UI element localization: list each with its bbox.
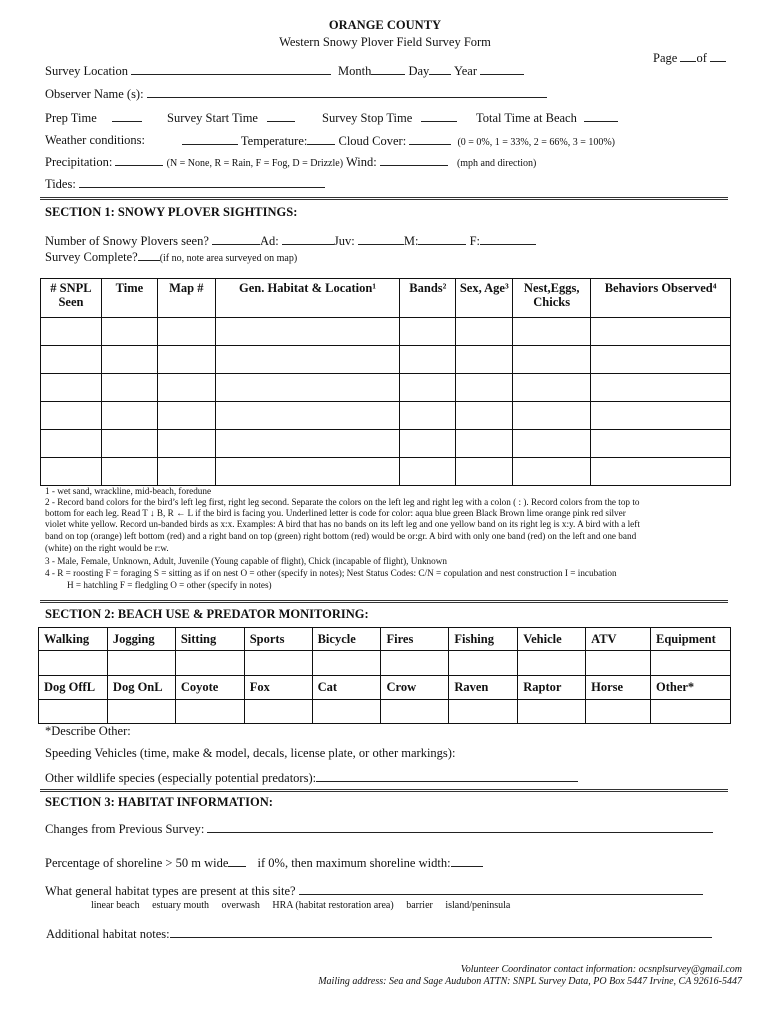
cell[interactable]: [41, 430, 102, 458]
count-cell[interactable]: [107, 700, 175, 724]
max-width-label: if 0%, then maximum shoreline width:: [257, 856, 451, 870]
sightings-row: [41, 318, 731, 346]
count-cell[interactable]: [39, 700, 108, 724]
survey-complete-field[interactable]: [138, 249, 160, 261]
survey-start: [167, 110, 295, 126]
footnote-2: 2 - Record band colors for the bird’s left leg first, right leg second. Separate the colors on the left leg and right leg with a colon ( : ). Record colors from the top to: [45, 497, 640, 507]
cell[interactable]: [215, 318, 400, 346]
count-cell[interactable]: [175, 651, 244, 676]
month-field[interactable]: [371, 63, 405, 75]
count-cell[interactable]: [107, 651, 175, 676]
footnote-2d: band on top (orange) left bottom (red) and a right band on top (green) right bottom (red) would be or:gr. A bird with only one band (red) on the left and one band: [45, 531, 637, 541]
sightings-row: [41, 430, 731, 458]
counts-row: [45, 233, 536, 249]
sightings-row: [41, 346, 731, 374]
footnote-2c: violet white yellow. Record un-banded birds as x:x. Examples: A bird that has no bands on its left leg and one yellow band on its right leg is x:y. A bird with a left: [45, 519, 640, 529]
mailing-address: Mailing address: Sea and Sage Audubon ATTN: SNPL Survey Data, PO Box 5447 Irvine, CA 92616-5447: [318, 976, 742, 987]
col-map: Map #: [157, 279, 215, 318]
footnote-4: 4 - R = roosting F = foraging S = sitting as if on nest O = other (specify in notes); Nest Status Codes: C/N = copulation and nest construction I = incubation: [45, 568, 617, 578]
cell[interactable]: [513, 346, 591, 374]
cell[interactable]: [456, 402, 513, 430]
section2-title: SECTION 2: BEACH USE & PREDATOR MONITORING:: [45, 607, 369, 621]
cell[interactable]: [591, 346, 731, 374]
count-cell[interactable]: [312, 651, 381, 676]
cell[interactable]: [215, 402, 400, 430]
cell[interactable]: [157, 402, 215, 430]
count-cell[interactable]: [39, 651, 108, 676]
predator-labels-row: [39, 676, 731, 700]
wind-label: Wind:: [345, 155, 377, 169]
label-crow: Crow: [381, 676, 449, 700]
observer-label: Observer Name (s):: [45, 87, 144, 101]
count-cell[interactable]: [586, 700, 651, 724]
survey-location-label: Survey Location: [45, 64, 128, 78]
page-label: Page: [653, 51, 678, 65]
survey-stop-field[interactable]: [421, 110, 457, 122]
page-of-label: of: [696, 51, 707, 65]
predator-counts-row: [39, 700, 731, 724]
changes-label: Changes from Previous Survey:: [45, 822, 205, 836]
label-dog-on-leash: Dog OnL: [107, 676, 175, 700]
label-cat: Cat: [312, 676, 381, 700]
col-time: Time: [101, 279, 157, 318]
section-divider: [40, 197, 728, 200]
cell[interactable]: [400, 318, 456, 346]
cell[interactable]: [591, 458, 731, 486]
label-dog-off-leash: Dog OffL: [39, 676, 108, 700]
activity-counts-row: [39, 651, 731, 676]
juv-field[interactable]: [358, 233, 404, 245]
changes-field[interactable]: [207, 821, 713, 833]
total-time: [476, 110, 618, 126]
cell[interactable]: [101, 346, 157, 374]
survey-stop: [322, 110, 457, 126]
num-seen-field[interactable]: [212, 233, 260, 245]
col-bands: Bands²: [400, 279, 456, 318]
cell[interactable]: [41, 402, 102, 430]
cell[interactable]: [591, 430, 731, 458]
page-number: [653, 50, 726, 66]
survey-complete-note: (if no, note area surveyed on map): [159, 253, 298, 264]
survey-complete-row: [45, 249, 297, 265]
cell[interactable]: [41, 458, 102, 486]
juv-label: Juv:: [333, 234, 355, 248]
tides-field[interactable]: [79, 176, 325, 188]
habitat-estuary-mouth[interactable]: estuary mouth: [152, 900, 210, 911]
weather-label: Weather conditions:: [45, 133, 146, 147]
precip-field[interactable]: [115, 154, 163, 166]
cell[interactable]: [513, 430, 591, 458]
label-raven: Raven: [449, 676, 518, 700]
col-behaviors: Behaviors Observed⁴: [591, 279, 731, 318]
cell[interactable]: [591, 374, 731, 402]
form-title: Western Snowy Plover Field Survey Form: [279, 35, 491, 49]
section3-title: SECTION 3: HABITAT INFORMATION:: [45, 795, 273, 809]
cell[interactable]: [400, 374, 456, 402]
col-snpl-seen: # SNPL Seen: [41, 279, 102, 318]
sightings-row: [41, 374, 731, 402]
habitat-linear-beach[interactable]: linear beach: [91, 900, 140, 911]
sightings-row: [41, 458, 731, 486]
temperature-field[interactable]: [307, 133, 335, 145]
sightings-table: [40, 278, 731, 486]
coordinator-contact: Volunteer Coordinator contact information: ocsnplsurvey@gmail.com: [460, 964, 742, 975]
count-cell[interactable]: [381, 700, 449, 724]
day-label: Day: [408, 64, 430, 78]
count-cell[interactable]: [518, 700, 586, 724]
label-walking: Walking: [39, 628, 108, 651]
cell[interactable]: [157, 458, 215, 486]
wind-key: (mph and direction): [456, 158, 537, 169]
tides-row: [45, 176, 325, 192]
sightings-row: [41, 402, 731, 430]
cloud-cover-label: Cloud Cover:: [338, 134, 407, 148]
label-vehicle: Vehicle: [518, 628, 586, 651]
count-cell[interactable]: [244, 651, 312, 676]
survey-start-label: Survey Start Time: [167, 111, 258, 125]
cell[interactable]: [101, 318, 157, 346]
label-raptor: Raptor: [518, 676, 586, 700]
activity-labels-row: [39, 628, 731, 651]
cell[interactable]: [215, 458, 400, 486]
habitat-barrier[interactable]: barrier: [406, 900, 433, 911]
additional-notes-field[interactable]: [170, 926, 712, 938]
day-field[interactable]: [429, 63, 451, 75]
sightings-header-row: [41, 279, 731, 318]
section-divider: [40, 600, 728, 603]
weather-field[interactable]: [182, 133, 238, 145]
cell[interactable]: [41, 374, 102, 402]
cloud-key: (0 = 0%, 1 = 33%, 2 = 66%, 3 = 100%): [457, 137, 615, 148]
cell[interactable]: [215, 430, 400, 458]
label-sitting: Sitting: [175, 628, 244, 651]
cell[interactable]: [513, 458, 591, 486]
col-habitat: Gen. Habitat & Location¹: [215, 279, 400, 318]
precip-key: (N = None, R = Rain, F = Fog, D = Drizzle): [166, 158, 344, 169]
changes-row: [45, 821, 713, 837]
habitat-types-field[interactable]: [299, 883, 703, 895]
habitat-types-label: What general habitat types are present at this site?: [45, 884, 296, 898]
habitat-types-row: [45, 883, 703, 899]
survey-location-field[interactable]: [131, 63, 331, 75]
other-wildlife-row: [45, 770, 578, 786]
prep-time: [45, 110, 142, 126]
label-fires: Fires: [381, 628, 449, 651]
precip-row: [45, 154, 536, 170]
cell[interactable]: [456, 458, 513, 486]
count-cell[interactable]: [449, 651, 518, 676]
other-wildlife-label: Other wildlife species (especially potential predators):: [45, 771, 317, 785]
precip-label: Precipitation:: [45, 155, 113, 169]
cell[interactable]: [101, 458, 157, 486]
temperature-label: Temperature:: [240, 134, 308, 148]
cloud-cover-field[interactable]: [409, 133, 451, 145]
count-cell[interactable]: [175, 700, 244, 724]
col-sex-age: Sex, Age³: [456, 279, 513, 318]
habitat-options: [91, 900, 510, 911]
count-cell[interactable]: [586, 651, 651, 676]
percentage-row: [45, 855, 483, 871]
ad-field[interactable]: [282, 233, 334, 245]
cell[interactable]: [41, 346, 102, 374]
year-field[interactable]: [480, 63, 524, 75]
county-title: ORANGE COUNTY: [328, 18, 442, 32]
tides-label: Tides:: [45, 177, 76, 191]
label-bicycle: Bicycle: [312, 628, 381, 651]
other-wildlife-field[interactable]: [316, 770, 578, 782]
label-fox: Fox: [244, 676, 312, 700]
survey-start-field[interactable]: [267, 110, 295, 122]
cell[interactable]: [215, 374, 400, 402]
count-cell[interactable]: [651, 651, 731, 676]
cell[interactable]: [41, 318, 102, 346]
label-equipment: Equipment: [651, 628, 731, 651]
year-label: Year: [453, 64, 478, 78]
cell[interactable]: [400, 346, 456, 374]
survey-complete-label: Survey Complete?: [45, 250, 138, 264]
habitat-hra[interactable]: HRA (habitat restoration area): [272, 900, 394, 911]
label-horse: Horse: [586, 676, 651, 700]
additional-notes-label: Additional habitat notes:: [46, 927, 170, 941]
cell[interactable]: [591, 318, 731, 346]
cell[interactable]: [101, 402, 157, 430]
percentage-label: Percentage of shoreline > 50 m wide: [45, 856, 229, 870]
observer-row: [45, 86, 547, 102]
count-cell[interactable]: [518, 651, 586, 676]
cell[interactable]: [101, 430, 157, 458]
month-label: Month: [338, 64, 372, 78]
describe-other-label[interactable]: *Describe Other:: [45, 724, 131, 738]
habitat-overwash[interactable]: overwash: [221, 900, 260, 911]
footnote-1: 1 - wet sand, wrackline, mid-beach, foredune: [45, 486, 212, 496]
ad-label: Ad:: [260, 234, 279, 248]
footnote-2e: (white) on the right would be r:w.: [45, 543, 169, 553]
num-seen-label: Number of Snowy Plovers seen?: [45, 234, 209, 248]
cell[interactable]: [513, 402, 591, 430]
page-current-field[interactable]: [680, 50, 696, 62]
col-nest: Nest,Eggs, Chicks: [513, 279, 591, 318]
cell[interactable]: [157, 318, 215, 346]
cell[interactable]: [456, 374, 513, 402]
count-cell[interactable]: [381, 651, 449, 676]
speeding-vehicles-label[interactable]: Speeding Vehicles (time, make & model, decals, license plate, or other markings):: [45, 746, 456, 760]
total-time-field[interactable]: [584, 110, 618, 122]
cell[interactable]: [456, 346, 513, 374]
total-time-label: Total Time at Beach: [476, 111, 577, 125]
cell[interactable]: [157, 430, 215, 458]
cell[interactable]: [513, 374, 591, 402]
habitat-island-peninsula[interactable]: island/peninsula: [445, 900, 511, 911]
cell[interactable]: [456, 318, 513, 346]
wind-field[interactable]: [380, 154, 448, 166]
weather-row: [182, 133, 615, 149]
label-coyote: Coyote: [175, 676, 244, 700]
prep-time-field[interactable]: [112, 110, 142, 122]
cell[interactable]: [157, 346, 215, 374]
date-row: [338, 63, 524, 79]
max-width-field[interactable]: [451, 855, 483, 867]
cell[interactable]: [101, 374, 157, 402]
footnote-4b: H = hatchling F = fledgling O = other (specify in notes): [67, 580, 272, 590]
cell[interactable]: [400, 430, 456, 458]
cell[interactable]: [400, 458, 456, 486]
prep-time-label: Prep Time: [45, 111, 97, 125]
cell[interactable]: [591, 402, 731, 430]
label-other: Other*: [651, 676, 731, 700]
label-fishing: Fishing: [449, 628, 518, 651]
cell[interactable]: [157, 374, 215, 402]
count-cell[interactable]: [244, 700, 312, 724]
page-total-field[interactable]: [710, 50, 726, 62]
f-label: F:: [469, 234, 480, 248]
beach-use-table: [38, 627, 731, 724]
label-sports: Sports: [244, 628, 312, 651]
m-field[interactable]: [418, 233, 466, 245]
cell[interactable]: [400, 402, 456, 430]
cell[interactable]: [456, 430, 513, 458]
cell[interactable]: [513, 318, 591, 346]
cell[interactable]: [215, 346, 400, 374]
section-divider: [40, 789, 728, 792]
additional-notes-row: [46, 926, 712, 942]
count-cell[interactable]: [449, 700, 518, 724]
survey-location-row: [45, 63, 331, 79]
section1-title: SECTION 1: SNOWY PLOVER SIGHTINGS:: [45, 205, 298, 219]
label-jogging: Jogging: [107, 628, 175, 651]
f-field[interactable]: [480, 233, 536, 245]
m-label: M:: [403, 234, 419, 248]
label-atv: ATV: [586, 628, 651, 651]
survey-stop-label: Survey Stop Time: [322, 111, 413, 125]
footnote-2b: bottom for each leg. Read T ↓ B, R ← L if the bird is facing you. Underlined letter is code for color: aqua blue green Black Brown lime orange pink red silver: [45, 508, 626, 518]
percentage-field[interactable]: [228, 855, 246, 867]
observer-field[interactable]: [147, 86, 547, 98]
count-cell[interactable]: [651, 700, 731, 724]
count-cell[interactable]: [312, 700, 381, 724]
footnote-3: 3 - Male, Female, Unknown, Adult, Juvenile (Young capable of flight), Chick (incapable of flight), Unknown: [45, 556, 447, 566]
